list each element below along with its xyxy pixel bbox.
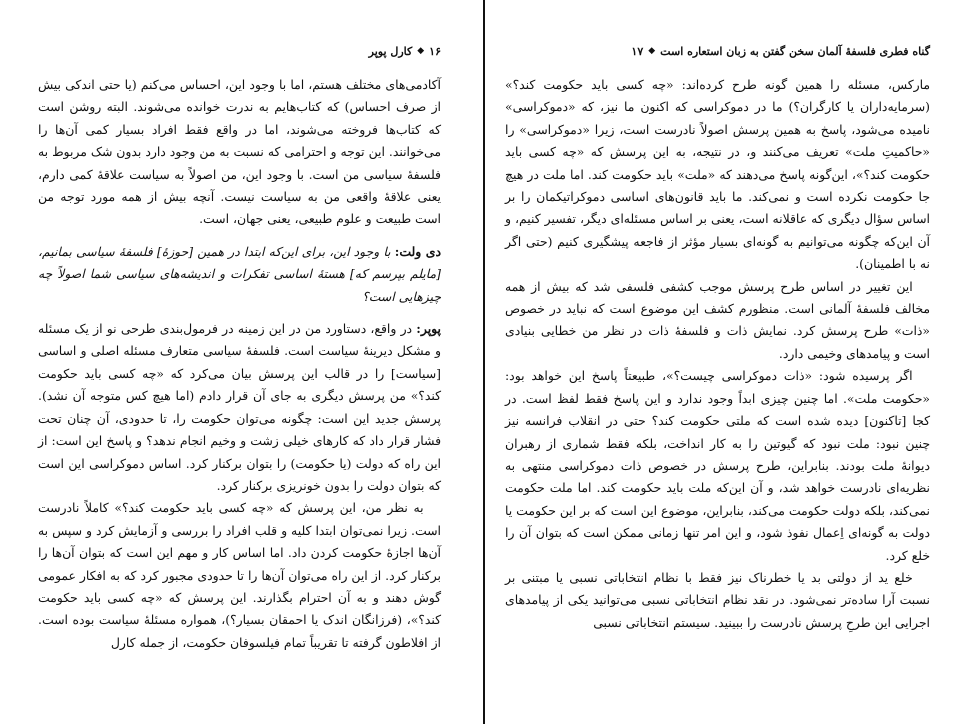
left-paragraph-1 bbox=[38, 74, 441, 231]
diamond-separator-icon: ◆ bbox=[417, 46, 425, 56]
right-paragraph-2 bbox=[505, 276, 930, 366]
answer-text: در واقع، دستاورد من در این زمینه در فرمول‌بندی طرحی نو از یک مسئله و مشکل دیرینهٔ سیاست است. فلسفهٔ سیاسی متعارف مسئله اصلی و اساسی [سیاست] را در قالب این پرسش بیان می‌کرد که «چه کسی باید حکومت کند؟» من پرسش دیگری به جای آن قرار دادم (اما هیچ کس متوجه آن نشد). پرسش جدید این است: چگونه می‌توان حکومت را، تا حدودی، آن چنان تحت فشار قرار داد که کارهای خیلی زشت و وخیم انجام ندهد؟ و پاسخ این است: از این راه که دولت (یا حکومت) را بتوان برکنار کرد. اساس دموکراسی این است که بتوان دولت را بدون خونریزی برکنار کرد. bbox=[38, 321, 441, 493]
right-running-title: گناه فطری فلسفهٔ آلمان سخن گفتن به زبان استعاره است bbox=[660, 44, 930, 58]
left-running-title: کارل پوپر bbox=[368, 44, 413, 58]
left-paragraph-2 bbox=[38, 241, 441, 308]
diamond-separator-icon: ◆ bbox=[648, 46, 656, 56]
paragraph-text: اگر پرسیده شود: «ذات دموکراسی چیست؟»، طبیعتاً پاسخ این خواهد بود: «حکومت ملت». اما چنین چیزی ابداً وجود ندارد و این پاسخ فقط لفظ است. در کجا [تاکنون] دیده شده است که ملتی حکومت کند؟ حتی در انقلاب فرانسه نیز چنین نبود: ملت نبود که گیوتین را به کار انداخت، بلکه فقط شماری از رهبران دیوانهٔ ملت بودند. بنابراین، طرح پرسش در خصوص ذات دموکراسی منتهی به نظریه‌ای نادرست خواهد شد، و آن این‌که ملت باید حکومت کند. اما ملت حکومت نمی‌کند، بلکه دولت حکومت می‌کند، بنابراین، موضوع این است که بر این حکومت یا دولت به گونه‌ای اِعمال نفوذ شود، و این امر تنها زمانی ممکن است که بتوان آن را خلع کرد. bbox=[505, 368, 930, 563]
question-text: با وجود این، برای این‌که ابتدا در همین [حوزهٔ] فلسفهٔ سیاسی بمانیم، [مایلم بپرسم که] هستهٔ اساسی تفکرات و اندیشه‌های سیاسی شما اصولاً چه چیزهایی است؟ bbox=[38, 243, 441, 304]
paragraph-text: آکادمی‌های مختلف هستم، اما با وجود این، احساس می‌کنم (یا حتی اندکی بیش از صرف احساس) که کتاب‌هایم به ندرت خوانده می‌شوند. البته روشن است که کتاب‌ها فروخته می‌شوند، اما در واقع فقط افراد بسیار کمی آن‌ها را می‌خوانند. این توجه و احترامی که نسبت به من وجود دارد بدون شک مربوط به فلسفهٔ سیاسی من است. با وجود این، من اصولاً به سیاست علاقهٔ کمی دارم، یعنی علاقهٔ واقعی من به سیاست نیست. آنچه بیش از همه مورد توجه من است طبیعت و علوم طبیعی، یعنی جهان، است. bbox=[38, 77, 441, 227]
paragraph-text: خلع ید از دولتی بد یا خطرناک نیز فقط با نظام انتخاباتی نسبی یا مبتنی بر نسبت آرا ساده‌تر نمی‌شود. در نقد نظام انتخاباتی نسبی می‌توانید یکی از پیامدهای اجرایی این طرحِ پرسش نادرست را ببینید. سیستم انتخاباتی نسبی bbox=[505, 569, 930, 630]
right-paragraph-3 bbox=[505, 365, 930, 567]
speaker-label: پوپر: bbox=[416, 321, 441, 337]
right-paragraph-4 bbox=[505, 567, 930, 634]
left-body-text bbox=[38, 74, 441, 654]
paragraph-text: به نظر من، این پرسش که «چه کسی باید حکومت کند؟» کاملاً نادرست است. زیرا نمی‌توان ابتدا کلیه و قلب افراد را بررسی و آزمایش کرد و سپس به آن‌ها اجازهٔ حکومت کردن داد. اما اساس کار و مهم این است که بتوان آن‌ها را برکنار کرد. از این راه می‌توان آن‌ها را تا حدودی مجبور کرد که به افکار عمومی گوش دهند و به آن احترام بگذارند. این پرسش که «چه کسی باید حکومت کند؟»، (فرزانگان اندک یا احمقان بسیار؟)، همواره مسئلهٔ سیاست بوده است. از افلاطون گرفته تا تقریباً تمام فیلسوفان حکومت، از جمله کارل bbox=[38, 500, 441, 650]
paragraph-text: این تغییر در اساس طرح پرسش موجب کشفی فلسفی شد که بیش از همه مخالف فلسفهٔ آلمانی است. منظورم کشف این موضوع است که نباید در خصوص «ذات» طرح پرسش کرد. نمایش ذات و فلسفهٔ ذات در نظر من خطایی بنیادی است و پیامدهای وخیمی دارد. bbox=[505, 278, 930, 361]
right-paragraph-1 bbox=[505, 74, 930, 276]
left-running-head bbox=[38, 42, 441, 60]
right-running-head bbox=[505, 42, 930, 60]
left-paragraph-4 bbox=[38, 497, 441, 654]
left-paragraph-3 bbox=[38, 318, 441, 497]
right-page-number: ۱۷ bbox=[631, 44, 644, 58]
paragraph-text: مارکس، مسئله را همین گونه طرح کرده‌اند: «چه کسی باید حکومت کند؟» (سرمایه‌داران یا کارگران؟) ما در دموکراسی که اکنون ما نیز، که «دموکراسی» نامیده می‌شود، پاسخ به همین پرسش اصولاً نادرست است، زیرا «دموکراسی» را «حاکمیتِ ملت» تعریف می‌کنند و، در نتیجه، به این پرسش که «چه کسی باید حکومت کند؟»، این‌گونه پاسخ می‌دهند که «ملت» باید حکومت کند. اما ملت در هیچ جا حکومت نکرده است و نمی‌کند. ما باید قانون‌های اساسی دموکراتیکمان را بر اساس سؤال دیگری که عاقلانه است، یعنی بر اساس مسئله‌ای دیگر، تفسیر کنیم، و آن این‌که چگونه می‌توانیم به گونه‌ای بسیار مؤثر از فاجعه پیشگیری کنیم (حتی اگر نه با اطمینان). bbox=[505, 77, 930, 272]
right-page bbox=[485, 0, 966, 724]
left-page-number: ۱۶ bbox=[429, 44, 441, 58]
speaker-label: دی ولت: bbox=[394, 243, 442, 259]
right-body-text bbox=[505, 74, 930, 634]
